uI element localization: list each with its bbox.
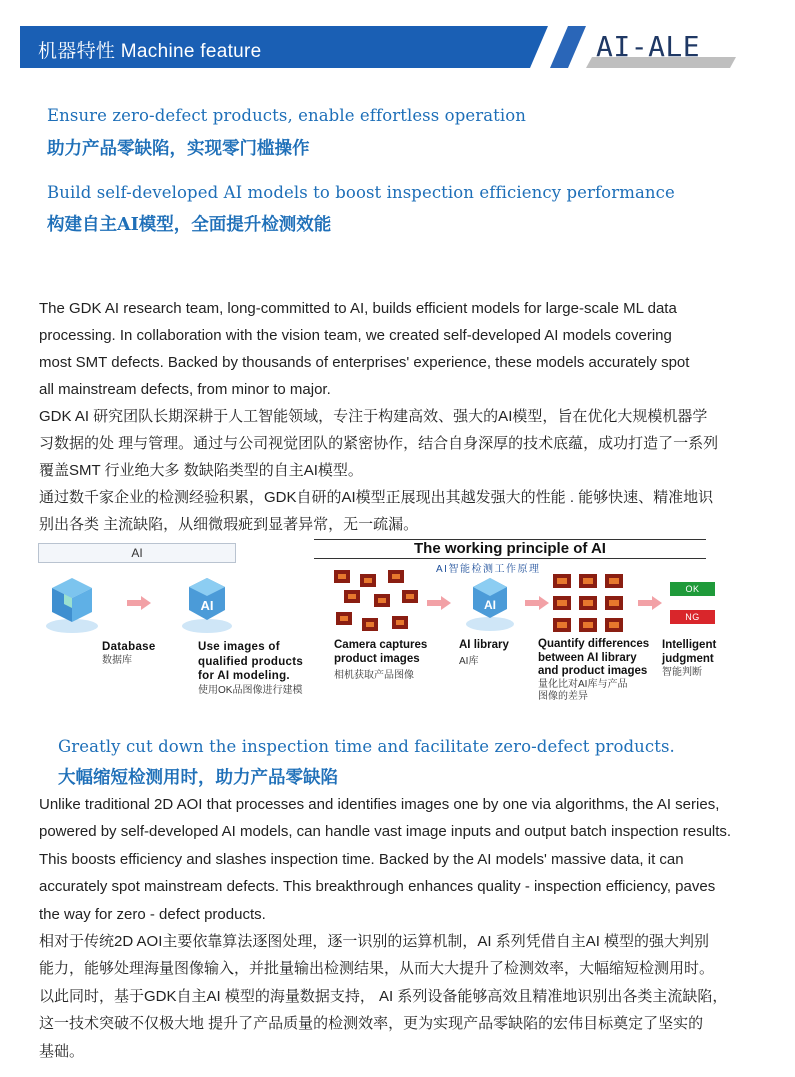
- step-ai-library-label: AI library: [459, 639, 509, 651]
- step-quantify-label-zh: 量化比对AI库与产品 图像的差异: [538, 679, 628, 702]
- inspection-line: accurately spot mainstream defects. This breakthrough enhances quality - inspection efficiency, paves: [39, 878, 716, 896]
- intro-line: 通过数千家企业的检测经验积累，GDK自研的AI模型正展现出其越发强大的性能 . 能够快速、精准地识: [39, 489, 714, 506]
- step-quantify-label: Quantify differences between AI library and product images: [538, 638, 650, 677]
- headline-1-zh: 助力产品零缺陷，实现零门槛操作: [47, 139, 310, 159]
- ai-working-principle-diagram: [38, 540, 758, 712]
- step-camera-label-zh: 相机获取产品图像: [334, 670, 414, 681]
- intro-line: processing. In collaboration with the vision team, we created self-developed AI models covering: [39, 327, 672, 344]
- headline-3-en: Greatly cut down the inspection time and facilitate zero-defect products.: [58, 737, 675, 756]
- headline-2-zh: 构建自主AI模型，全面提升检测效能: [47, 215, 332, 235]
- arrow-right-icon: [638, 596, 662, 610]
- intro-line: 别出各类 主流缺陷，从细微瑕疵到显著异常，无一疏漏。: [39, 516, 419, 533]
- step-database-label-zh: 数据库: [102, 655, 132, 666]
- brand-slash: [550, 26, 586, 68]
- step-modeling-label: Use images of qualified products for AI modeling.: [198, 641, 304, 682]
- ai-category-box: AI: [38, 543, 236, 563]
- arrow-right-icon: [127, 596, 151, 610]
- inspection-paragraph: [39, 791, 759, 1065]
- step-database-label: Database: [102, 641, 156, 653]
- header-bar: [20, 26, 736, 68]
- database-icon: [42, 572, 102, 636]
- ai-modeling-icon: [178, 572, 236, 636]
- brand-logo-text: AI-ALE: [596, 30, 701, 63]
- inspection-line: 能力，能够处理海量图像输入，并批量输出检测结果，从而大大提升了检测效率，大幅缩短检测用时。: [39, 960, 715, 978]
- inspection-line: the way for zero - defect products.: [39, 905, 266, 923]
- inspection-line: powered by self-developed AI models, can handle vast image inputs and output batch inspection results.: [39, 823, 732, 841]
- headline-1-en: Ensure zero-defect products, enable effortless operation: [47, 106, 527, 125]
- ai-library-icon: [462, 574, 518, 634]
- intro-paragraph: [39, 295, 759, 538]
- diagram-title: The working principle of AI: [414, 540, 606, 557]
- headline-3-zh: 大幅缩短检测用时，助力产品零缺陷: [58, 768, 338, 788]
- inspection-line: 这一技术突破不仅极大地 提升了产品质量的检测效率，更为实现产品零缺陷的宏伟目标奠定了坚实的: [39, 1015, 704, 1033]
- svg-text:AI: AI: [200, 598, 214, 613]
- headline-2-en: Build self-developed AI models to boost inspection efficiency performance: [47, 183, 675, 202]
- step-ai-library-label-zh: AI库: [459, 656, 479, 667]
- arrow-right-icon: [427, 596, 451, 610]
- svg-text:AI: AI: [484, 598, 496, 612]
- page-title: 机器特性 Machine feature: [38, 41, 262, 62]
- inspection-line: 相对于传统2D AOI主要依靠算法逐图处理，逐一识别的运算机制，AI 系列凭借自主AI 模型的强大判别: [39, 932, 710, 950]
- intro-line: 覆盖SMT 行业绝大多 数缺陷类型的自主AI模型。: [39, 462, 363, 479]
- intro-line: GDK AI 研究团队长期深耕于人工智能领域，专注于构建高效、强大的AI模型，旨在优化大规模机器学: [39, 408, 708, 425]
- step-judgment-label: Intelligent judgment: [662, 639, 717, 665]
- inspection-line: 以此同时，基于GDK自主AI 模型的海量数据支持， AI 系列设备能够高效且精准地识别出各类主流缺陷，: [39, 987, 728, 1005]
- diagram-title-rule-bottom: [314, 558, 706, 559]
- arrow-right-icon: [525, 596, 549, 610]
- step-modeling-label-zh: 使用OK品图像进行建模: [198, 685, 303, 696]
- intro-line: most SMT defects. Backed by thousands of enterprises' experience, these models accurately spot: [39, 354, 690, 371]
- ng-badge: NG: [670, 610, 715, 624]
- step-judgment-label-zh: 智能判断: [662, 667, 702, 678]
- inspection-line: This boosts efficiency and slashes inspection time. Backed by the AI models' massive data, it can: [39, 850, 684, 868]
- intro-line: 习数据的处 理与管理。通过与公司视觉团队的紧密协作，结合自身深厚的技术底蕴，成功打造了一系列: [39, 435, 719, 452]
- step-camera-label: Camera captures product images: [334, 639, 428, 665]
- inspection-line: Unlike traditional 2D AOI that processes and identifies images one by one via algorithms, the AI series,: [39, 796, 720, 813]
- diagram-subtitle: AI智能检测工作原理: [436, 564, 541, 575]
- comparison-grid-icon: [553, 574, 637, 636]
- intro-line: all mainstream defects, from minor to major.: [39, 381, 331, 398]
- ok-badge: OK: [670, 582, 715, 596]
- intro-line: The GDK AI research team, long-committed to AI, builds efficient models for large-scale ML data: [39, 300, 677, 317]
- product-images-icon: [332, 570, 426, 636]
- inspection-line: 基础。: [39, 1042, 85, 1060]
